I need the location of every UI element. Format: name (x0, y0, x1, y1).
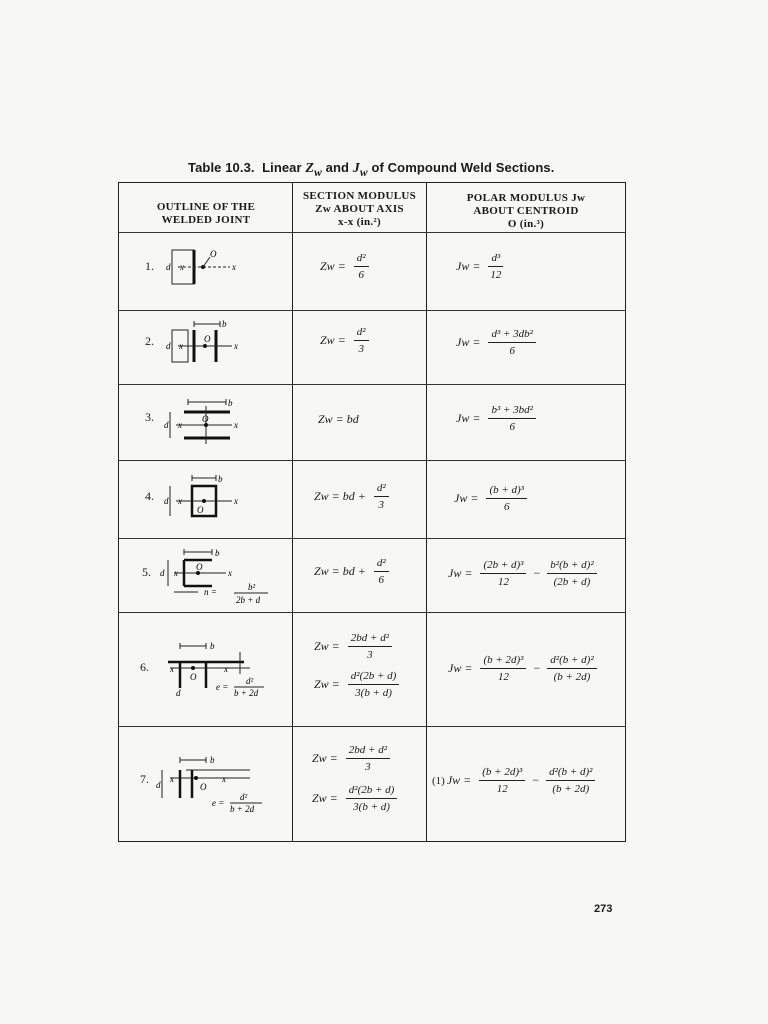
j3-den: 6 (509, 421, 515, 433)
z-formula-7b (312, 784, 401, 813)
z6b-num: d²(2b + d) (348, 670, 400, 685)
weld-figure-7 (156, 748, 281, 819)
fig5-label-x1: x (174, 568, 178, 578)
z-formula-2 (320, 326, 373, 355)
fig5-label-d: d (160, 568, 165, 578)
fig4-label-d: d (164, 496, 169, 506)
j-formula-1 (456, 252, 507, 281)
fig3-label-x2: x (234, 420, 238, 430)
row-divider-4 (118, 538, 626, 539)
fig5-label-n: n = (204, 587, 217, 597)
weld-figure-3 (164, 396, 254, 451)
fig6-label-b: b (210, 641, 215, 651)
z2-lhs: Zw = (320, 333, 346, 347)
caption-z-sub: w (314, 165, 322, 179)
fig4-label-x1: x (178, 496, 182, 506)
z6b-lhs: Zw = (314, 677, 340, 691)
row-divider-header (118, 232, 626, 233)
j6-den1: 12 (497, 671, 509, 683)
header-outline-line1: OUTLINE OF THE (156, 201, 256, 213)
z1-den: 6 (358, 269, 364, 281)
header-polar-line2: ABOUT CENTROID (473, 205, 579, 217)
weld-figure-5 (160, 546, 285, 613)
j-formula-2 (456, 328, 540, 357)
j7-op: − (532, 773, 540, 787)
j7-den1: 12 (496, 783, 508, 795)
j5-den1: 12 (497, 576, 509, 588)
row-divider-6 (118, 726, 626, 727)
row-number: 3. (145, 410, 154, 424)
header-polar-modulus (427, 192, 625, 231)
j-formula-4 (454, 484, 531, 513)
fig7-label-d: d (156, 780, 161, 790)
j5-num2: b²(b + d)² (547, 559, 596, 574)
fig2-label-o: O (204, 334, 211, 344)
j2-den: 6 (509, 345, 515, 357)
weld-figure-4 (164, 472, 254, 527)
fig5-label-x2: x (228, 568, 232, 578)
j5-op: − (533, 566, 541, 580)
j3-lhs: Jw = (456, 411, 481, 425)
fig7-label-e-num: d² (240, 792, 248, 802)
caption-text-a: Linear (262, 160, 302, 175)
z1-num: d² (354, 252, 369, 267)
fig3-label-b: b (228, 398, 233, 408)
caption-label: Table 10.3. (188, 160, 255, 175)
j2-num: d³ + 3db² (488, 328, 536, 343)
page-number: 273 (594, 903, 613, 915)
header-section-line2: Zw ABOUT AXIS (315, 203, 404, 215)
j3-num: b³ + 3bd² (488, 404, 536, 419)
z6a-lhs: Zw = (314, 639, 340, 653)
j2-lhs: Jw = (456, 335, 481, 349)
header-section-line3: x-x (in.²) (338, 216, 381, 228)
row-number: 5. (142, 565, 151, 579)
z6b-den: 3(b + d) (355, 687, 392, 699)
z2-den: 3 (358, 343, 364, 355)
fig7-label-x1: x (170, 774, 174, 784)
caption-and: and (325, 160, 350, 175)
z-formula-5 (314, 557, 393, 586)
fig2-label-x2: x (234, 341, 238, 351)
j-formula-3 (456, 404, 540, 433)
row-number: 7. (140, 772, 149, 786)
weld-figure-2 (166, 318, 256, 373)
fig3-label-x1: x (178, 420, 182, 430)
z-formula-1 (320, 252, 373, 281)
caption-j: J (352, 161, 360, 176)
z4-den: 3 (378, 499, 385, 511)
j6-lhs: Jw = (448, 661, 473, 675)
fig6-label-e: e = (216, 682, 229, 692)
j5-den2: (2b + d) (553, 576, 591, 588)
z5-num: d² (374, 557, 389, 572)
j7-lhs: Jw = (446, 773, 472, 787)
z7b-num: d²(2b + d) (346, 784, 398, 799)
fig1-label-o: O (210, 249, 217, 259)
fig7-label-b: b (210, 755, 215, 765)
fig6-label-o: O (190, 672, 197, 682)
z6a-den: 3 (367, 649, 373, 661)
header-outline (120, 201, 292, 227)
j1-lhs: Jw = (456, 259, 481, 273)
fig6-label-e-num: d² (246, 676, 254, 686)
j7-den2: (b + 2d) (552, 783, 590, 795)
z6a-num: 2bd + d² (348, 632, 392, 647)
fig6-label-d: d (176, 688, 181, 698)
row-divider-1 (118, 310, 626, 311)
fig1-label-x2: x (232, 262, 236, 272)
z-formula-4 (314, 482, 393, 511)
column-divider-2 (426, 182, 427, 842)
j4-den: 6 (503, 501, 510, 513)
fig5-label-n-den: 2b + d (236, 595, 261, 605)
fig6-label-e-den: b + 2d (234, 688, 259, 698)
j6-num2: d²(b + d)² (547, 654, 596, 669)
fig3-label-d: d (164, 420, 169, 430)
weld-figure-1 (166, 248, 256, 293)
z5-lhs: Zw = bd + (314, 564, 366, 578)
fig7-label-o: O (200, 782, 207, 792)
fig7-label-x2: x (222, 774, 226, 784)
fig4-label-b: b (218, 474, 223, 484)
fig4-label-o: O (197, 505, 204, 515)
row-divider-2 (118, 384, 626, 385)
j4-lhs: Jw = (454, 491, 479, 505)
j6-num1: (b + 2d)³ (480, 654, 526, 669)
j1-num: d³ (488, 252, 503, 267)
fig7-label-e: e = (212, 798, 225, 808)
z7a-den: 3 (365, 761, 371, 773)
table-caption (188, 160, 554, 179)
z3-lhs: Zw = bd (318, 412, 359, 426)
column-divider-1 (292, 182, 293, 842)
z7b-den: 3(b + d) (353, 801, 390, 813)
z-formula-6a (314, 632, 396, 661)
fig6-label-x2: x (224, 664, 228, 674)
header-polar-line1: POLAR MODULUS Jw (466, 192, 586, 204)
j5-num1: (2b + d)³ (480, 559, 526, 574)
header-polar-line3: O (in.³) (507, 218, 545, 230)
j7-num1: (b + 2d)³ (479, 766, 525, 781)
z-formula-7a (312, 744, 394, 773)
j-formula-5 (448, 559, 601, 588)
row-divider-3 (118, 460, 626, 461)
j6-den2: (b + 2d) (553, 671, 591, 683)
fig5-label-b: b (215, 548, 220, 558)
j-formula-7 (432, 766, 599, 795)
j1-den: 12 (490, 269, 502, 281)
z1-lhs: Zw = (320, 259, 346, 273)
fig7-label-e-den: b + 2d (230, 804, 255, 814)
fig1-label-d: d (166, 262, 171, 272)
caption-z: Z (305, 161, 315, 176)
z4-lhs: Zw = bd + (314, 489, 366, 503)
caption-text-b: of Compound Weld Sections. (371, 160, 555, 175)
caption-j-sub: w (359, 165, 368, 179)
j4-num: (b + d)³ (486, 484, 527, 499)
fig2-label-x1: x (179, 341, 183, 351)
j5-lhs: Jw = (448, 566, 473, 580)
fig2-label-b: b (222, 319, 227, 329)
z-formula-6b (314, 670, 403, 699)
fig1-label-x1: x (180, 262, 184, 272)
z2-num: d² (354, 326, 369, 341)
fig2-label-d: d (166, 341, 171, 351)
header-section-line1: SECTION MODULUS (303, 190, 416, 202)
header-outline-line2: WELDED JOINT (161, 214, 251, 226)
fig4-label-x2: x (234, 496, 238, 506)
j6-op: − (533, 661, 541, 675)
z4-num: d² (374, 482, 389, 497)
z7b-lhs: Zw = (312, 791, 338, 805)
z7a-lhs: Zw = (312, 751, 338, 765)
row-number: 2. (145, 334, 154, 348)
row-number: 6. (140, 660, 149, 674)
j-formula-6 (448, 654, 601, 683)
j7-prefix: (1) (432, 774, 445, 787)
fig3-label-o: O (202, 414, 209, 424)
weld-figure-6 (160, 634, 285, 703)
z5-den: 6 (378, 574, 385, 586)
row-number: 4. (145, 489, 154, 503)
z7a-num: 2bd + d² (346, 744, 390, 759)
z-formula-3 (318, 412, 363, 427)
j7-num2: d²(b + d)² (546, 766, 595, 781)
header-section-modulus (293, 190, 426, 229)
fig5-label-n-num: b² (248, 582, 256, 592)
fig6-label-x1: x (170, 664, 174, 674)
fig5-label-o: O (196, 562, 203, 572)
row-number: 1. (145, 259, 154, 273)
